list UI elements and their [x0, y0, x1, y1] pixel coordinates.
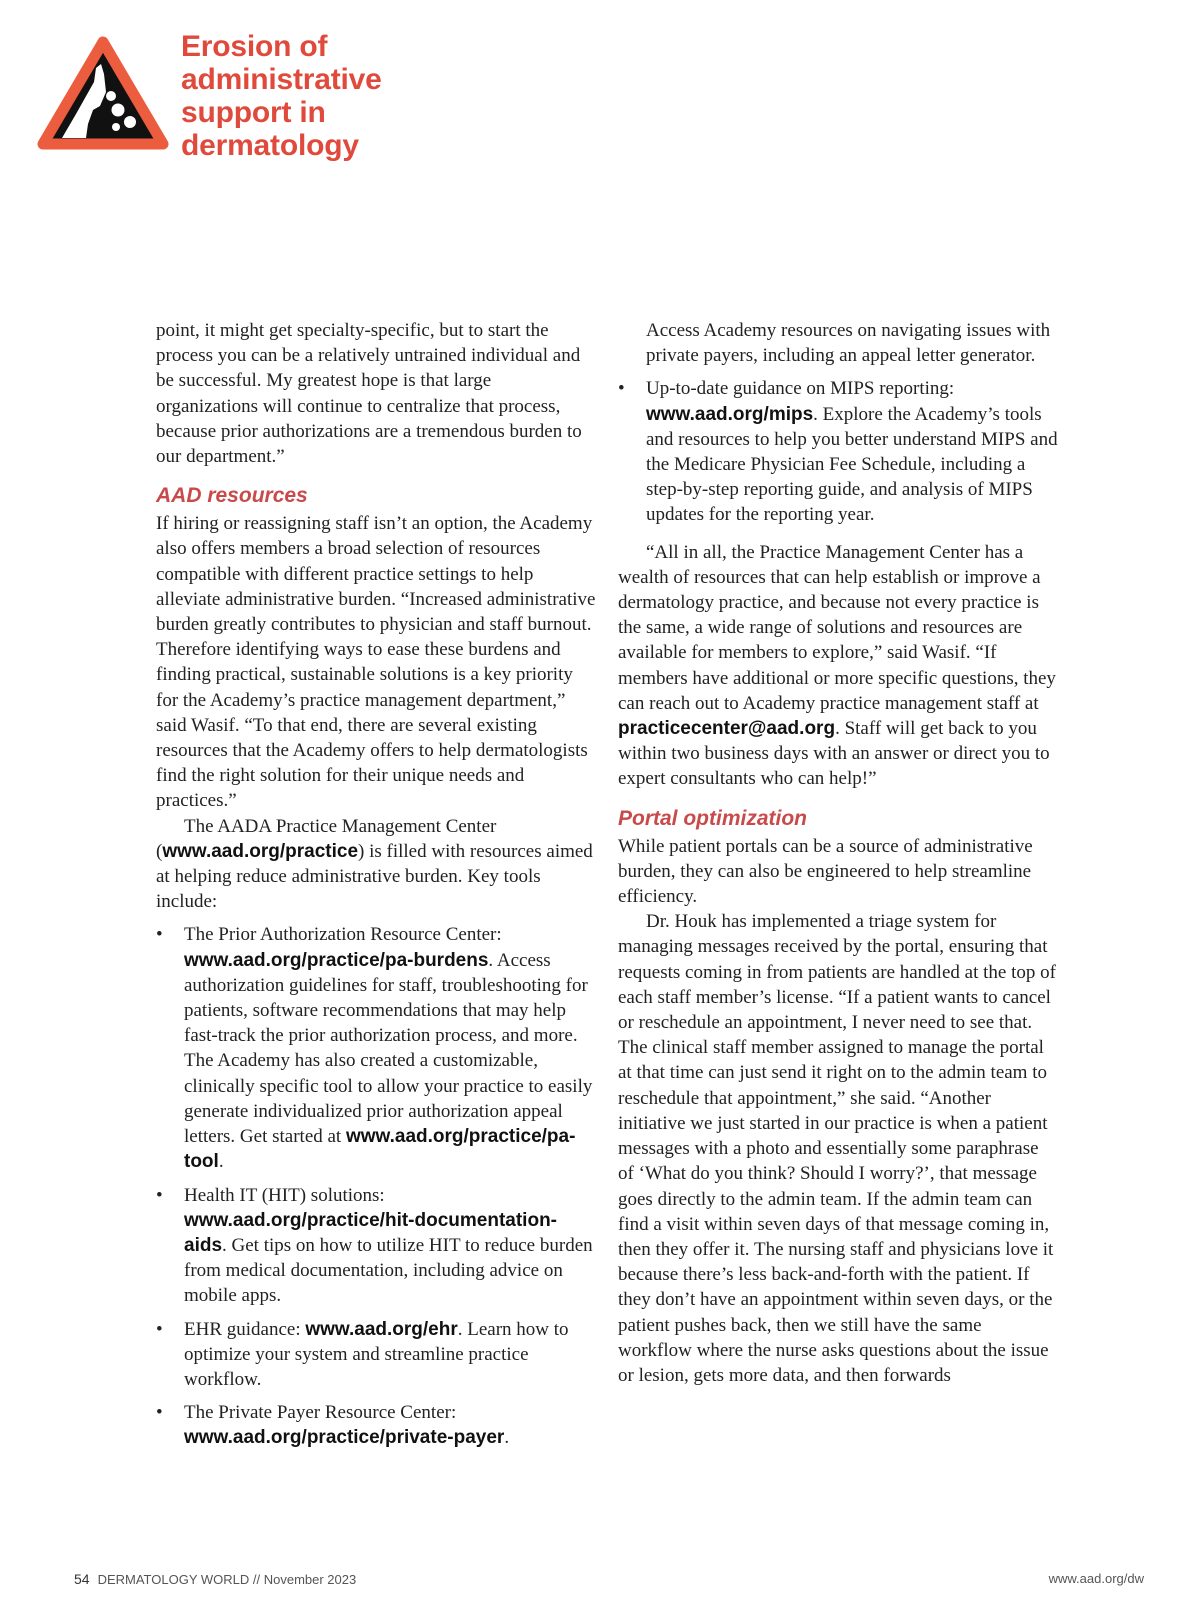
link-practice[interactable]: www.aad.org/practice [162, 840, 359, 862]
falling-rocks-warning-icon [36, 34, 170, 152]
body-paragraph: If hiring or reassigning staff isn’t an option, the Academy also offers members a broad selection of resources compatible with different practice settings to help alleviate administrative burden. “Increased administrative burden greatly contributes to physician and staff burnout. Therefore identifying ways to ease these burdens and finding practical, sustainable solutions is a key priority for the Academy’s practice management department,” said Wasif. “To that end, there are several existing resources that the Academy offers to help dermatologists find the right solution for their unique needs and practices.” [156, 513, 596, 812]
footer-url[interactable]: www.aad.org/dw [1048, 1571, 1144, 1586]
article-header [36, 30, 456, 170]
link-private-payer[interactable]: www.aad.org/practice/private-payer [184, 1427, 505, 1449]
list-item: • Up-to-date guidance on MIPS reporting: www.aad.org/mips. Explore the Academy’s tools and resources to help you better understand MIPS and the Medicare Physician Fee Schedule, including a step-by-step reporting guide, and analysis of MIPS updates for the reporting year. [618, 378, 1058, 526]
body-paragraph: The AADA Practice Management Center (www.aad.org/practice) is filled with resources aimed at helping reduce administrative burden. Key tools include: [156, 815, 593, 913]
footer-left [74, 1571, 356, 1587]
body-paragraph: While patient portals can be a source of administrative burden, they can also be engineered to help streamline efficiency. [618, 835, 1033, 908]
link-ehr[interactable]: www.aad.org/ehr [305, 1318, 458, 1340]
article-title: Erosion of administrative support in dermatology [181, 30, 382, 162]
list-item-continued: Access Academy resources on navigating issues with private payers, including an appeal letter generator. [646, 320, 1051, 367]
list-item: • The Private Payer Resource Center: www.aad.org/practice/private-payer. [156, 1402, 510, 1449]
body-paragraph: Dr. Houk has implemented a triage system for managing messages received by the portal, ensuring that requests coming in from patients are handled at the top of each staff member’s license. “If a patient wants to cancel or reschedule an appointment, I never need to see that. The clinical staff member assigned to manage the portal at that time can just send it right on to the admin team to reschedule that appointment,” she said. “Another initiative we just started in our practice is when a patient messages with a photo and essentially some paraphrase of ‘What do you think? Should I worry?’, that message goes directly to the admin team. If the admin team can find a visit within seven days of that message coming in, then they offer it. The nursing staff and physicians love it because there’s less back-and-forth with the patient. If they don’t have an appointment within seven days, or the patient pushes back, then we still have the same workflow where the nurse asks questions about the issue or lesion, gets more data, and then forwards [618, 911, 1056, 1386]
resource-list-continued [618, 318, 1058, 528]
left-column [156, 318, 596, 1459]
body-paragraph: “All in all, the Practice Management Center has a wealth of resources that can help establish or improve a dermatology practice, and because not every practice is the same, a wide range of solutions and resources are available for members to explore,” said Wasif. “If members have additional or more specific questions, they can reach out to Academy practice management staff at practicecenter@aad.org. Staff will get back to you within two business days with an answer or direct you to expert consultants who can help!” [618, 541, 1056, 790]
link-pa-burdens[interactable]: www.aad.org/practice/pa-burdens [184, 949, 489, 971]
right-column [618, 318, 1058, 1388]
section-heading-aad-resources: AAD resources [156, 484, 308, 508]
link-mips[interactable]: www.aad.org/mips [646, 403, 814, 425]
page-number: 54 [74, 1571, 90, 1587]
link-hit-documentation-aids[interactable]: www.aad.org/practice/hit-documentation-aids [184, 1209, 557, 1256]
email-practicecenter[interactable]: practicecenter@aad.org [618, 718, 836, 740]
resource-list [156, 922, 596, 1450]
list-item: • EHR guidance: www.aad.org/ehr. Learn how to optimize your system and streamline practice workflow. [156, 1318, 569, 1390]
section-heading-portal-optimization: Portal optimization [618, 806, 807, 830]
publication-name: DERMATOLOGY WORLD // November 2023 [97, 1572, 357, 1587]
list-item: • Health IT (HIT) solutions: www.aad.org/practice/hit-documentation-aids. Get tips on how to utilize HIT to reduce burden from medical documentation, including advice on mobile apps. [156, 1184, 593, 1307]
body-paragraph: point, it might get specialty-specific, but to start the process you can be a relatively untrained individual and be successful. My greatest hope is that large organizations will continue to centralize that process, because prior authorizations are a tremendous burden to our department.” [156, 320, 582, 468]
list-item: • The Prior Authorization Resource Center: www.aad.org/practice/pa-burdens. Access authorization guidelines for staff, troubleshooting for patients, software recommendations that may help fast-track the prior authorization process, and more. The Academy has also created a customizable, clinically specific tool to allow your practice to easily generate individualized prior authorization appeal letters. Get started at www.aad.org/practice/pa-tool. [156, 924, 593, 1173]
link-pa-tool[interactable]: www.aad.org/practice/pa-tool [184, 1126, 576, 1173]
